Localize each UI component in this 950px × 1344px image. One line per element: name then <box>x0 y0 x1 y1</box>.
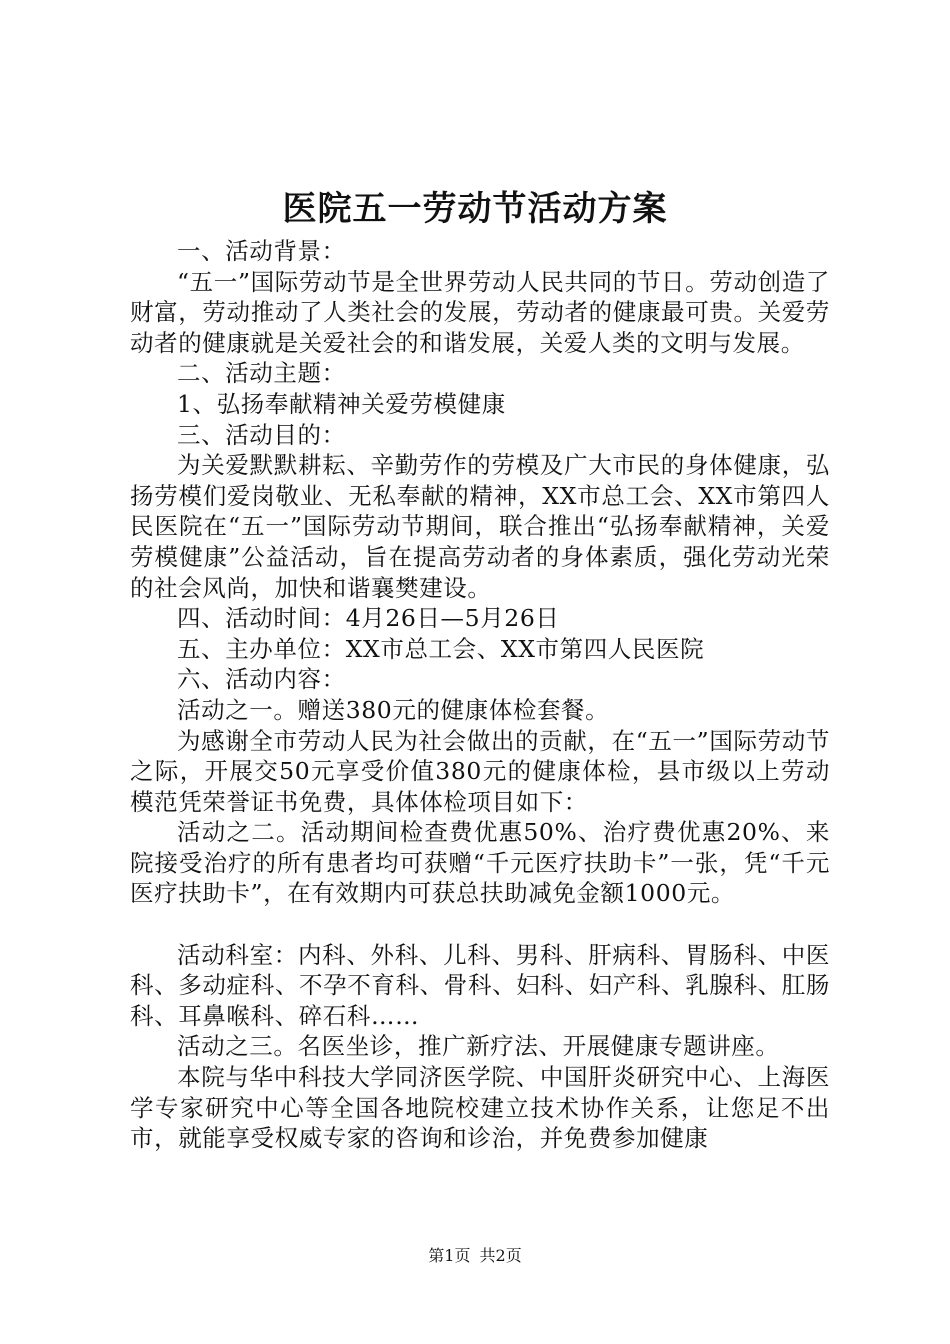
paragraph-activity-one: 活动之一。赠送380元的健康体检套餐。 <box>177 695 610 724</box>
paragraph-activity-two: 活动之二。活动期间检查费优惠50%、治疗费优惠20%、来院接受治疗的所有患者均可获赠“千元医疗扶助卡”一张，凭“千元医疗扶助卡”，在有效期内可获总扶助减免金额1000元。 <box>130 818 830 908</box>
section-heading-purpose: 三、活动目的： <box>177 420 346 449</box>
paragraph-purpose: 为关爱默默耕耘、辛勤劳作的劳模及广大市民的身体健康，弘扬劳模们爱岗敬业、无私奉献的精神，XX市总工会、XX市第四人民医院在“五一”国际劳动节期间，联合推出“弘扬奉献精神，关爱劳模健康”公益活动，旨在提高劳动者的身体素质，强化劳动光荣的社会风尚，加快和谐襄樊建设。 <box>130 451 830 602</box>
paragraph-activity-three-detail: 本院与华中科技大学同济医学院、中国肝炎研究中心、上海医学专家研究中心等全国各地院校建立技术协作关系，让您足不出市，就能享受权威专家的咨询和诊治，并免费参加健康 <box>130 1063 830 1153</box>
section-heading-content: 六、活动内容： <box>177 665 346 694</box>
section-heading-time: 四、活动时间：4月26日—5月26日 <box>177 604 560 633</box>
page-number: 第1页 共2页 <box>428 1246 522 1265</box>
document-title: 医院五一劳动节活动方案 <box>282 189 668 229</box>
document-body <box>130 236 830 1154</box>
paragraph-theme: 1、弘扬奉献精神关爱劳模健康 <box>177 389 506 418</box>
section-heading-theme: 二、活动主题： <box>177 359 346 388</box>
section-heading-background: 一、活动背景： <box>177 237 346 265</box>
blank-line <box>130 909 830 940</box>
paragraph-background: “五一”国际劳动节是全世界劳动人民共同的节日。劳动创造了财富，劳动推动了人类社会的发展，劳动者的健康最可贵。关爱劳动者的健康就是关爱社会的和谐发展，关爱人类的文明与发展。 <box>130 267 830 357</box>
paragraph-departments: 活动科室：内科、外科、儿科、男科、肝病科、胃肠科、中医科、多动症科、不孕不育科、骨科、妇科、妇产科、乳腺科、肛肠科、耳鼻喉科、碎石科…… <box>130 940 830 1030</box>
paragraph-activity-one-detail: 为感谢全市劳动人民为社会做出的贡献，在“五一”国际劳动节之际，开展交50元享受价值380元的健康体检，县市级以上劳动模范凭荣誉证书免费，具体体检项目如下： <box>130 726 830 816</box>
section-heading-organizer: 五、主办单位：XX市总工会、XX市第四人民医院 <box>177 634 705 663</box>
paragraph-activity-three: 活动之三。名医坐诊，推广新疗法、开展健康专题讲座。 <box>177 1032 780 1061</box>
